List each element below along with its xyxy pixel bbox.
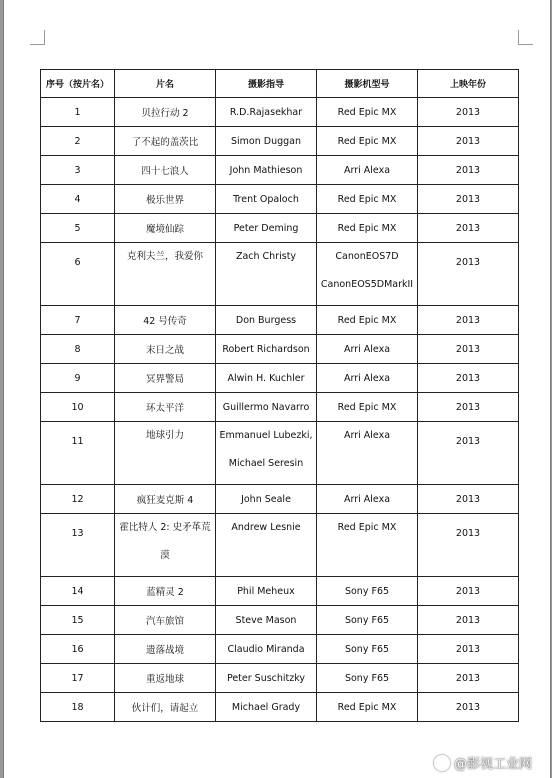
cell-release-year: 2013	[418, 98, 519, 127]
cell-cinematographer-line: Peter Suschitzky	[226, 672, 306, 684]
cell-cinematographer-line: R.D.Rajasekhar	[229, 106, 303, 118]
table-row	[41, 127, 519, 156]
cell-title	[115, 306, 216, 335]
cell-title	[115, 127, 216, 156]
cell-title	[115, 693, 216, 722]
page-corner-mark	[518, 30, 533, 45]
cell-camera-model-line: Arri Alexa	[343, 430, 391, 441]
table-row	[41, 693, 519, 722]
cell-camera-model	[317, 606, 418, 635]
cell-number: 15	[41, 606, 115, 635]
cell-release-year: 2013	[418, 185, 519, 214]
cell-title-line: 贝拉行动 2	[141, 108, 189, 119]
cell-title-line: 克利夫兰，我爱你	[126, 251, 203, 262]
cell-title-line: 霍比特人 2: 史矛革荒	[119, 522, 211, 533]
watermark-text: @影视工业网	[453, 757, 532, 772]
cell-cinematographer-line: Guillermo Navarro	[222, 401, 310, 413]
cell-cinematographer-line: Robert Richardson	[222, 343, 310, 355]
cell-number: 13	[41, 514, 115, 577]
cell-camera-model	[317, 514, 418, 577]
table-row	[41, 98, 519, 127]
cell-number: 10	[41, 393, 115, 422]
cell-cinematographer	[216, 306, 317, 335]
cell-title	[115, 243, 216, 306]
table-row	[41, 606, 519, 635]
cell-release-year: 2013	[418, 664, 519, 693]
cell-release-year: 2013	[418, 335, 519, 364]
logo-icon	[434, 755, 450, 771]
cell-title-line: 环太平洋	[145, 403, 184, 414]
cell-camera-model	[317, 364, 418, 393]
cell-title-line: 冥界警局	[145, 374, 184, 385]
cell-title-line: 伙计们，请起立	[131, 703, 199, 714]
cell-cinematographer	[216, 693, 317, 722]
cell-camera-model-line: Arri Alexa	[343, 164, 391, 176]
cell-cinematographer	[216, 335, 317, 364]
cell-cinematographer	[216, 664, 317, 693]
table-row	[41, 364, 519, 393]
table-row	[41, 422, 519, 485]
cell-camera-model	[317, 98, 418, 127]
table-row	[41, 485, 519, 514]
cell-number: 14	[41, 577, 115, 606]
cell-title-line: 极乐世界	[145, 195, 184, 206]
cell-camera-model	[317, 664, 418, 693]
cell-camera-model-line: Red Epic MX	[337, 135, 397, 147]
cell-release-year: 2013	[418, 127, 519, 156]
cell-camera-model-line: Sony F65	[344, 672, 390, 684]
table-row	[41, 335, 519, 364]
watermark	[434, 753, 532, 772]
cell-number: 7	[41, 306, 115, 335]
cell-title-line: 了不起的盖茨比	[131, 137, 199, 148]
cell-release-year: 2013	[418, 606, 519, 635]
cell-release-year: 2013	[418, 577, 519, 606]
header-title: 片名	[115, 70, 216, 98]
cell-camera-model-line: Red Epic MX	[337, 222, 397, 234]
cell-number: 18	[41, 693, 115, 722]
cell-camera-model-line: Red Epic MX	[337, 314, 397, 326]
cell-title	[115, 393, 216, 422]
cell-camera-model-line: Arri Alexa	[343, 372, 391, 384]
cell-release-year: 2013	[418, 485, 519, 514]
cell-camera-model-line: CanonEOS5DMarkII	[320, 279, 414, 290]
cell-number: 2	[41, 127, 115, 156]
cell-cinematographer-line: Michael Grady	[231, 701, 301, 713]
cell-cinematographer	[216, 214, 317, 243]
cell-title-line: 汽车旅馆	[145, 616, 184, 627]
cell-release-year: 2013	[418, 693, 519, 722]
cell-title	[115, 335, 216, 364]
table-row	[41, 635, 519, 664]
cell-cinematographer-line: Don Burgess	[235, 314, 297, 326]
cell-cinematographer-line: John Seale	[241, 493, 291, 505]
cell-camera-model-line: Red Epic MX	[337, 522, 397, 533]
cell-number: 1	[41, 98, 115, 127]
table-row	[41, 664, 519, 693]
cell-camera-model-line: Red Epic MX	[337, 106, 397, 118]
cell-title-line: 遗落战境	[145, 645, 184, 656]
cell-title	[115, 156, 216, 185]
cell-camera-model-line: Arri Alexa	[343, 343, 391, 355]
cell-cinematographer	[216, 364, 317, 393]
cell-number: 12	[41, 485, 115, 514]
table-row	[41, 214, 519, 243]
cell-title	[115, 635, 216, 664]
cell-camera-model	[317, 127, 418, 156]
cell-camera-model	[317, 577, 418, 606]
cell-title	[115, 214, 216, 243]
cell-number: 6	[41, 243, 115, 306]
cell-camera-model	[317, 306, 418, 335]
cell-cinematographer-line: Peter Deming	[233, 222, 299, 234]
cell-camera-model	[317, 485, 418, 514]
cell-cinematographer-line: Phil Meheux	[237, 585, 295, 597]
table-row	[41, 577, 519, 606]
cell-number: 5	[41, 214, 115, 243]
cell-release-year: 2013	[418, 214, 519, 243]
cell-title-line: 蓝精灵 2	[146, 587, 184, 598]
cell-cinematographer-line: Trent Opaloch	[233, 193, 299, 205]
cell-camera-model-line: CanonEOS7D	[335, 251, 399, 262]
cell-release-year: 2013	[418, 364, 519, 393]
cell-title	[115, 422, 216, 485]
cell-number: 17	[41, 664, 115, 693]
cell-cinematographer-line: Zach Christy	[235, 251, 297, 262]
cell-camera-model	[317, 422, 418, 485]
cell-cinematographer	[216, 185, 317, 214]
cell-cinematographer	[216, 485, 317, 514]
cell-cinematographer-line: Alwin H. Kuchler	[227, 372, 305, 384]
cell-number: 8	[41, 335, 115, 364]
cell-cinematographer	[216, 577, 317, 606]
table-row	[41, 185, 519, 214]
cell-camera-model	[317, 185, 418, 214]
cell-camera-model-line: Red Epic MX	[337, 401, 397, 413]
table-row	[41, 306, 519, 335]
cell-release-year: 2013	[418, 156, 519, 185]
cell-title-line: 四十七浪人	[141, 166, 189, 177]
cell-title-line: 地球引力	[145, 430, 184, 441]
cell-title-line: 疯狂麦克斯 4	[136, 495, 194, 506]
table-body	[41, 98, 519, 722]
cell-camera-model-line: Red Epic MX	[337, 193, 397, 205]
page-corner-mark	[30, 30, 45, 45]
cell-cinematographer-line: Emmanuel Lubezki,	[219, 430, 313, 441]
cell-title-line: 魔境仙踪	[145, 224, 184, 235]
cell-number: 11	[41, 422, 115, 485]
cell-cinematographer	[216, 606, 317, 635]
table-row	[41, 243, 519, 306]
cell-camera-model	[317, 243, 418, 306]
cell-title-line: 漠	[160, 550, 170, 561]
cell-title	[115, 577, 216, 606]
cell-number: 4	[41, 185, 115, 214]
cell-camera-model	[317, 635, 418, 664]
cell-camera-model	[317, 156, 418, 185]
cell-title	[115, 606, 216, 635]
header-cinematographer: 摄影指导	[216, 70, 317, 98]
cell-camera-model	[317, 335, 418, 364]
cell-camera-model	[317, 214, 418, 243]
cell-title-line: 重返地球	[145, 674, 184, 685]
cell-cinematographer	[216, 243, 317, 306]
cell-cinematographer	[216, 422, 317, 485]
table-row	[41, 156, 519, 185]
cell-title	[115, 664, 216, 693]
film-camera-table	[40, 69, 519, 722]
cell-title-line: 末日之战	[145, 345, 184, 356]
cell-cinematographer	[216, 98, 317, 127]
cell-camera-model-line: Sony F65	[344, 643, 390, 655]
cell-release-year: 2013	[418, 393, 519, 422]
cell-release-year: 2013	[418, 243, 519, 306]
cell-cinematographer	[216, 156, 317, 185]
cell-camera-model-line: Sony F65	[344, 585, 390, 597]
cell-cinematographer-line: Simon Duggan	[230, 135, 302, 147]
cell-release-year: 2013	[418, 514, 519, 577]
cell-number: 3	[41, 156, 115, 185]
cell-cinematographer-line: Michael Seresin	[228, 458, 304, 469]
document-page	[3, 0, 551, 778]
cell-title	[115, 514, 216, 577]
cell-cinematographer	[216, 514, 317, 577]
table-row	[41, 393, 519, 422]
cell-release-year: 2013	[418, 306, 519, 335]
header-camera-model: 摄影机型号	[317, 70, 418, 98]
cell-camera-model	[317, 693, 418, 722]
cell-number: 9	[41, 364, 115, 393]
table-header-row	[41, 70, 519, 98]
cell-release-year: 2013	[418, 422, 519, 485]
table-row	[41, 514, 519, 577]
cell-camera-model-line: Sony F65	[344, 614, 390, 626]
cell-cinematographer	[216, 127, 317, 156]
cell-camera-model	[317, 393, 418, 422]
cell-cinematographer	[216, 635, 317, 664]
cell-title	[115, 364, 216, 393]
cell-cinematographer-line: Steve Mason	[235, 614, 297, 626]
cell-title	[115, 485, 216, 514]
header-number: 序号（按片名）	[41, 70, 115, 98]
cell-cinematographer	[216, 393, 317, 422]
cell-title	[115, 98, 216, 127]
cell-cinematographer-line: Claudio Miranda	[227, 643, 305, 655]
cell-cinematographer-line: John Mathieson	[229, 164, 303, 176]
cell-release-year: 2013	[418, 635, 519, 664]
cell-camera-model-line: Red Epic MX	[337, 701, 397, 713]
cell-camera-model-line: Arri Alexa	[343, 493, 391, 505]
cell-number: 16	[41, 635, 115, 664]
cell-cinematographer-line: Andrew Lesnie	[231, 522, 301, 533]
header-release-year: 上映年份	[418, 70, 519, 98]
cell-title	[115, 185, 216, 214]
cell-title-line: 42 号传奇	[143, 316, 187, 327]
